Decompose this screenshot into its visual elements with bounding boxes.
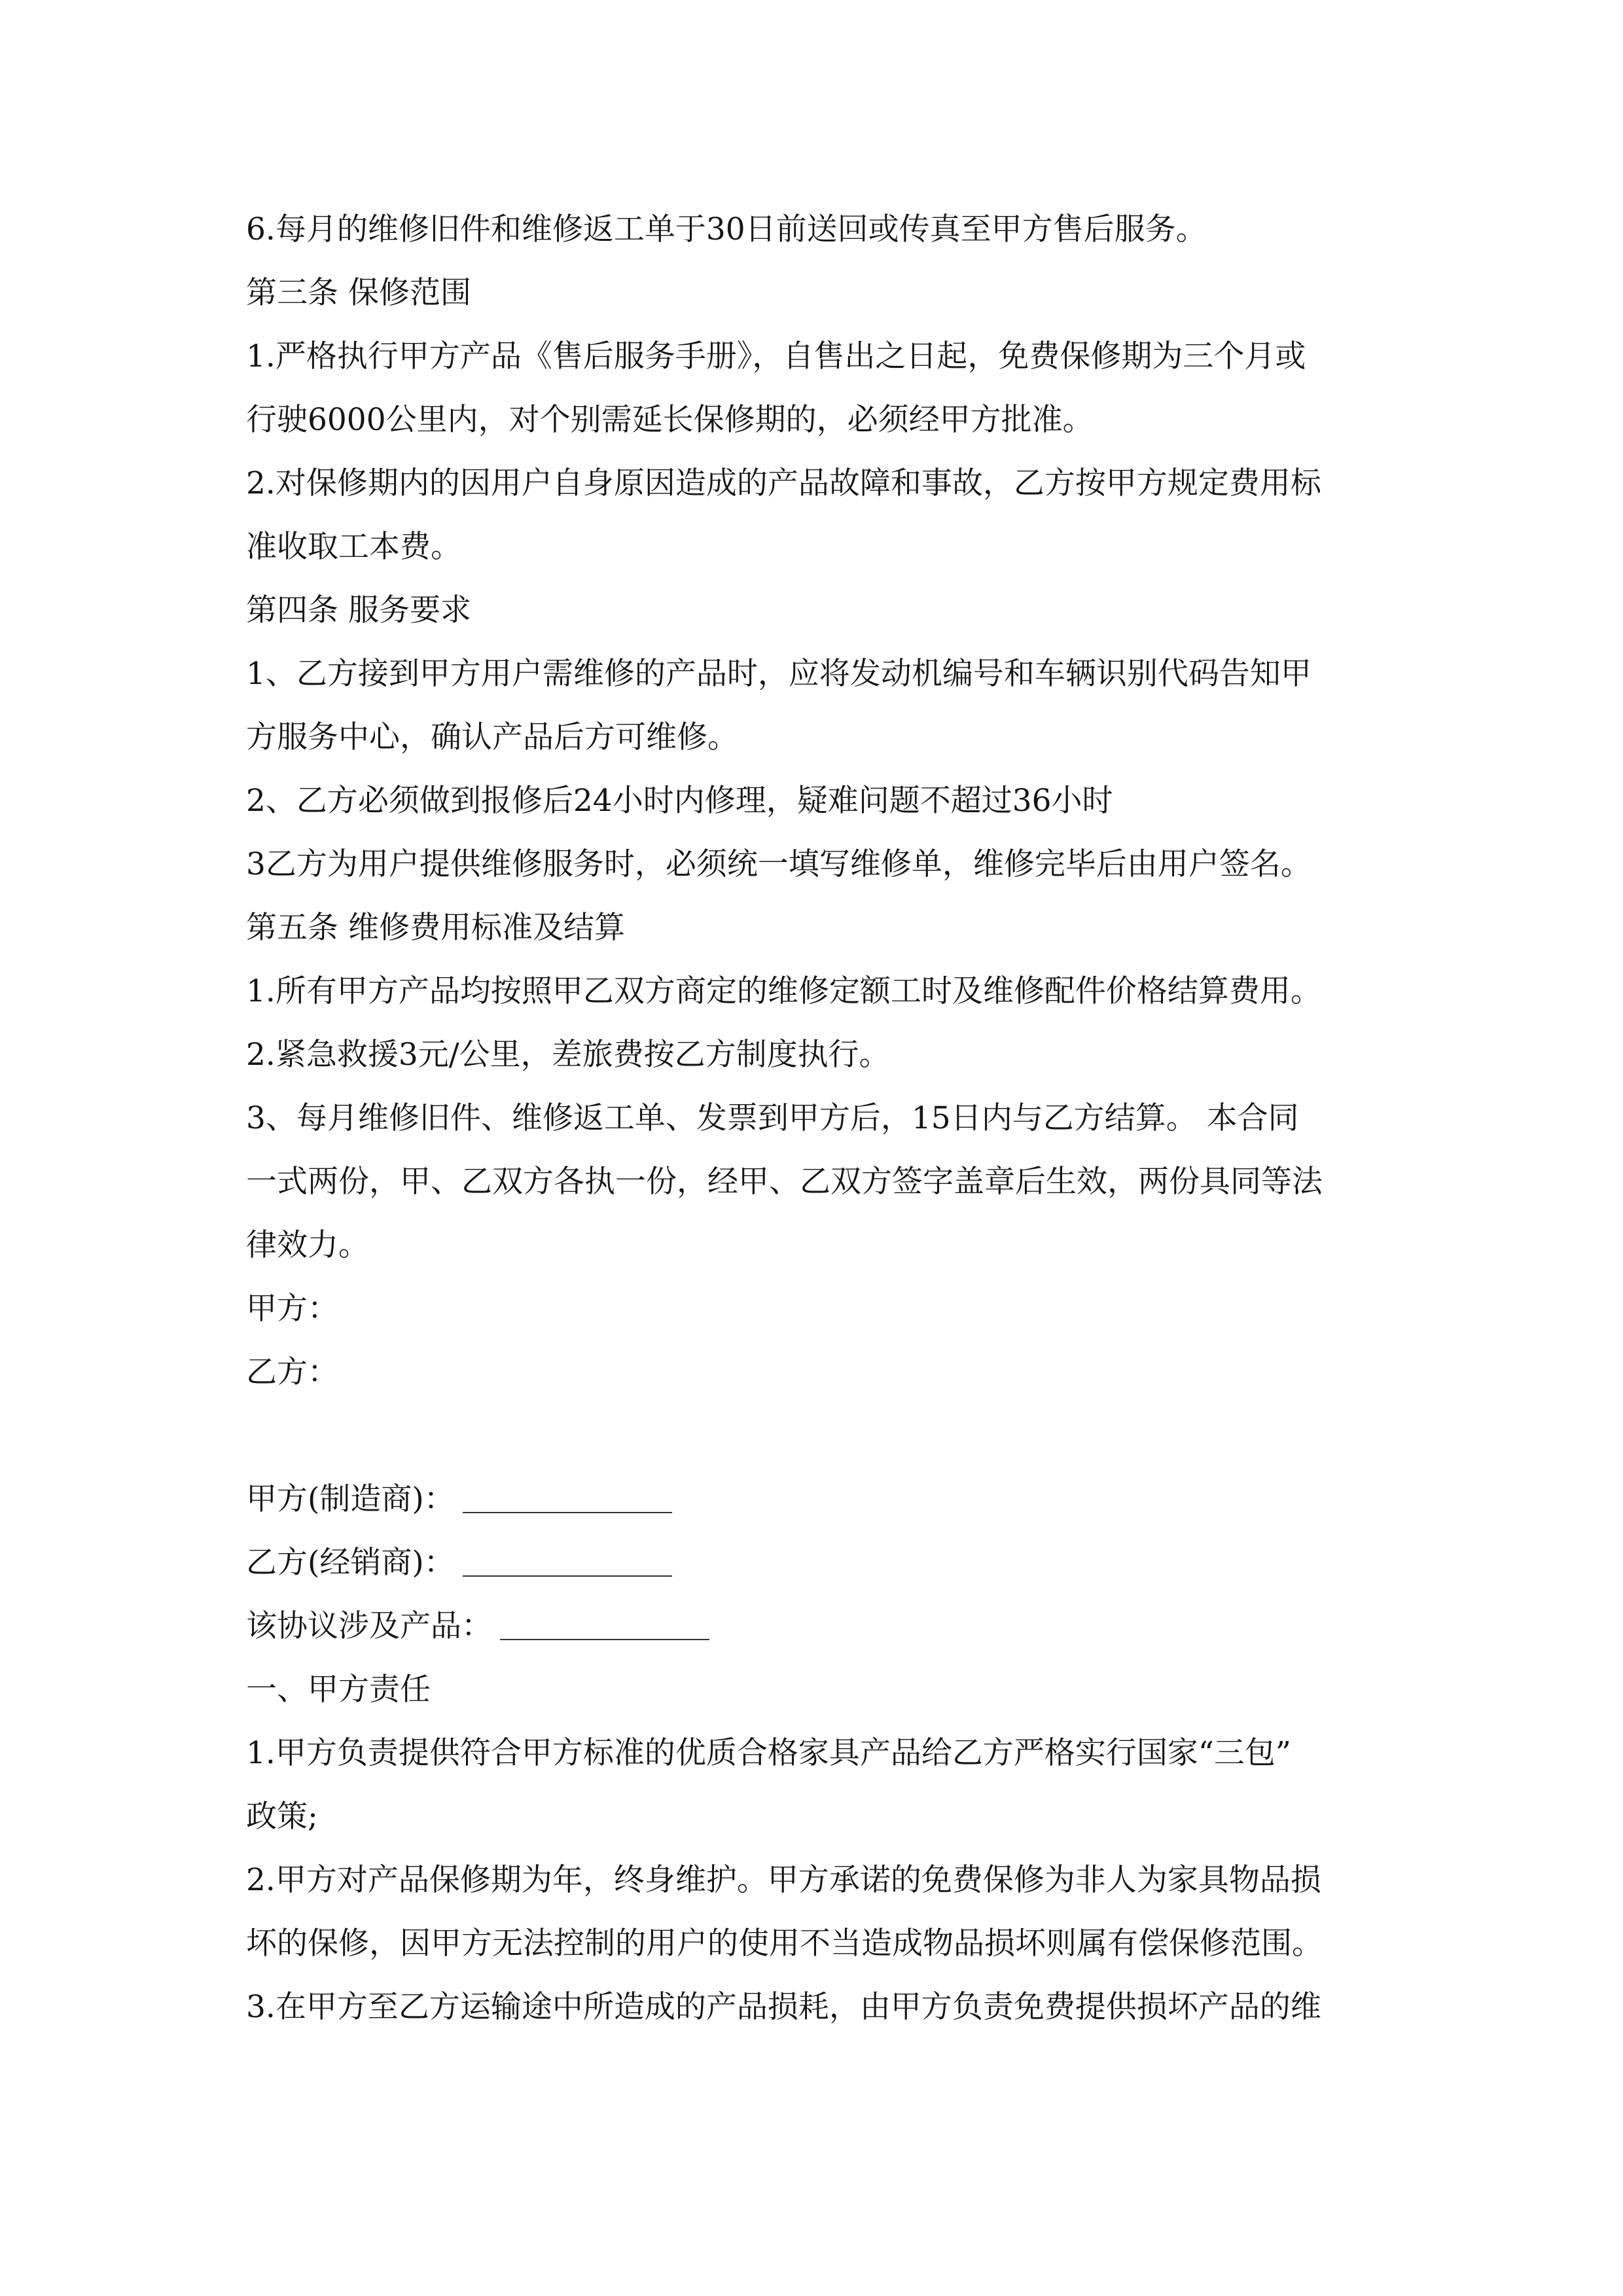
article-5-item-3-line-1: 3、每月维修旧件、维修返工单、发票到甲方后，15日内与乙方结算。 本合同 [246,1100,1299,1136]
article-4-item-1-line-2: 方服务中心，确认产品后方可维修。 [246,719,738,755]
dealer-signature-line[interactable] [463,1575,672,1577]
article-3-item-1-line-2: 行驶6000公里内，对个别需延长保修期的，必须经甲方批准。 [246,402,1094,438]
article-5-item-1: 1.所有甲方产品均按照甲乙双方商定的维修定额工时及维修配件价格结算费用。 [246,973,1321,1009]
article-3-item-2-line-2: 准收取工本费。 [246,529,461,565]
product-blank-line[interactable] [500,1639,709,1640]
article-4-item-3: 3乙方为用户提供维修服务时，必须统一填写维修单，维修完毕后由用户签名。 [246,846,1311,882]
article-5-item-3-line-3: 律效力。 [246,1227,369,1263]
article-4-heading: 第四条 服务要求 [246,592,471,628]
responsibility-2-line-2: 坏的保修，因甲方无法控制的用户的使用不当造成物品损坏则属有偿保修范围。 [246,1926,1323,1962]
article-3-item-1-line-1: 1.严格执行甲方产品《售后服务手册》，自售出之日起，免费保修期为三个月或 [246,338,1306,374]
article-4-item-2: 2、乙方必须做到报修后24小时内修理，疑难问题不超过36小时 [246,783,1113,819]
article-4-item-1-line-1: 1、乙方接到甲方用户需维修的产品时，应将发动机编号和车辆识别代码告知甲 [246,656,1311,692]
article-3-item-2-line-1: 2.对保修期内的因用户自身原因造成的产品故障和事故，乙方按甲方规定费用标 [246,465,1321,501]
article-5-heading: 第五条 维修费用标准及结算 [246,910,625,946]
article-3-heading: 第三条 保修范围 [246,275,471,311]
article-5-item-3-line-2: 一式两份，甲、乙双方各执一份，经甲、乙双方签字盖章后生效，两份具同等法 [246,1164,1323,1200]
manufacturer-field-row [246,1479,672,1520]
manufacturer-signature-line[interactable] [463,1512,672,1513]
clause-6-line: 6.每月的维修旧件和维修返工单于30日前送回或传真至甲方售后服务。 [246,211,1207,247]
party-a-responsibility-heading: 一、甲方责任 [246,1672,431,1708]
party-a-label: 甲方： [246,1291,338,1327]
product-field-label: 该协议涉及产品： [246,1608,492,1644]
article-5-item-2: 2.紧急救援3元/公里，差旅费按乙方制度执行。 [246,1037,890,1073]
dealer-field-label: 乙方(经销商)： [246,1545,455,1581]
manufacturer-field-label: 甲方(制造商)： [246,1481,455,1517]
dealer-field-row [246,1543,672,1583]
responsibility-2-line-1: 2.甲方对产品保修期为年，终身维护。甲方承诺的免费保修为非人为家具物品损 [246,1862,1321,1898]
responsibility-3-line-1: 3.在甲方至乙方运输途中所造成的产品损耗，由甲方负责免费提供损坏产品的维 [246,1989,1321,2025]
responsibility-1-line-2: 政策; [246,1799,318,1835]
responsibility-1-line-1: 1.甲方负责提供符合甲方标准的优质合格家具产品给乙方严格实行国家“三包” [246,1735,1291,1771]
party-b-label: 乙方： [246,1354,338,1390]
product-field-row [246,1606,709,1647]
